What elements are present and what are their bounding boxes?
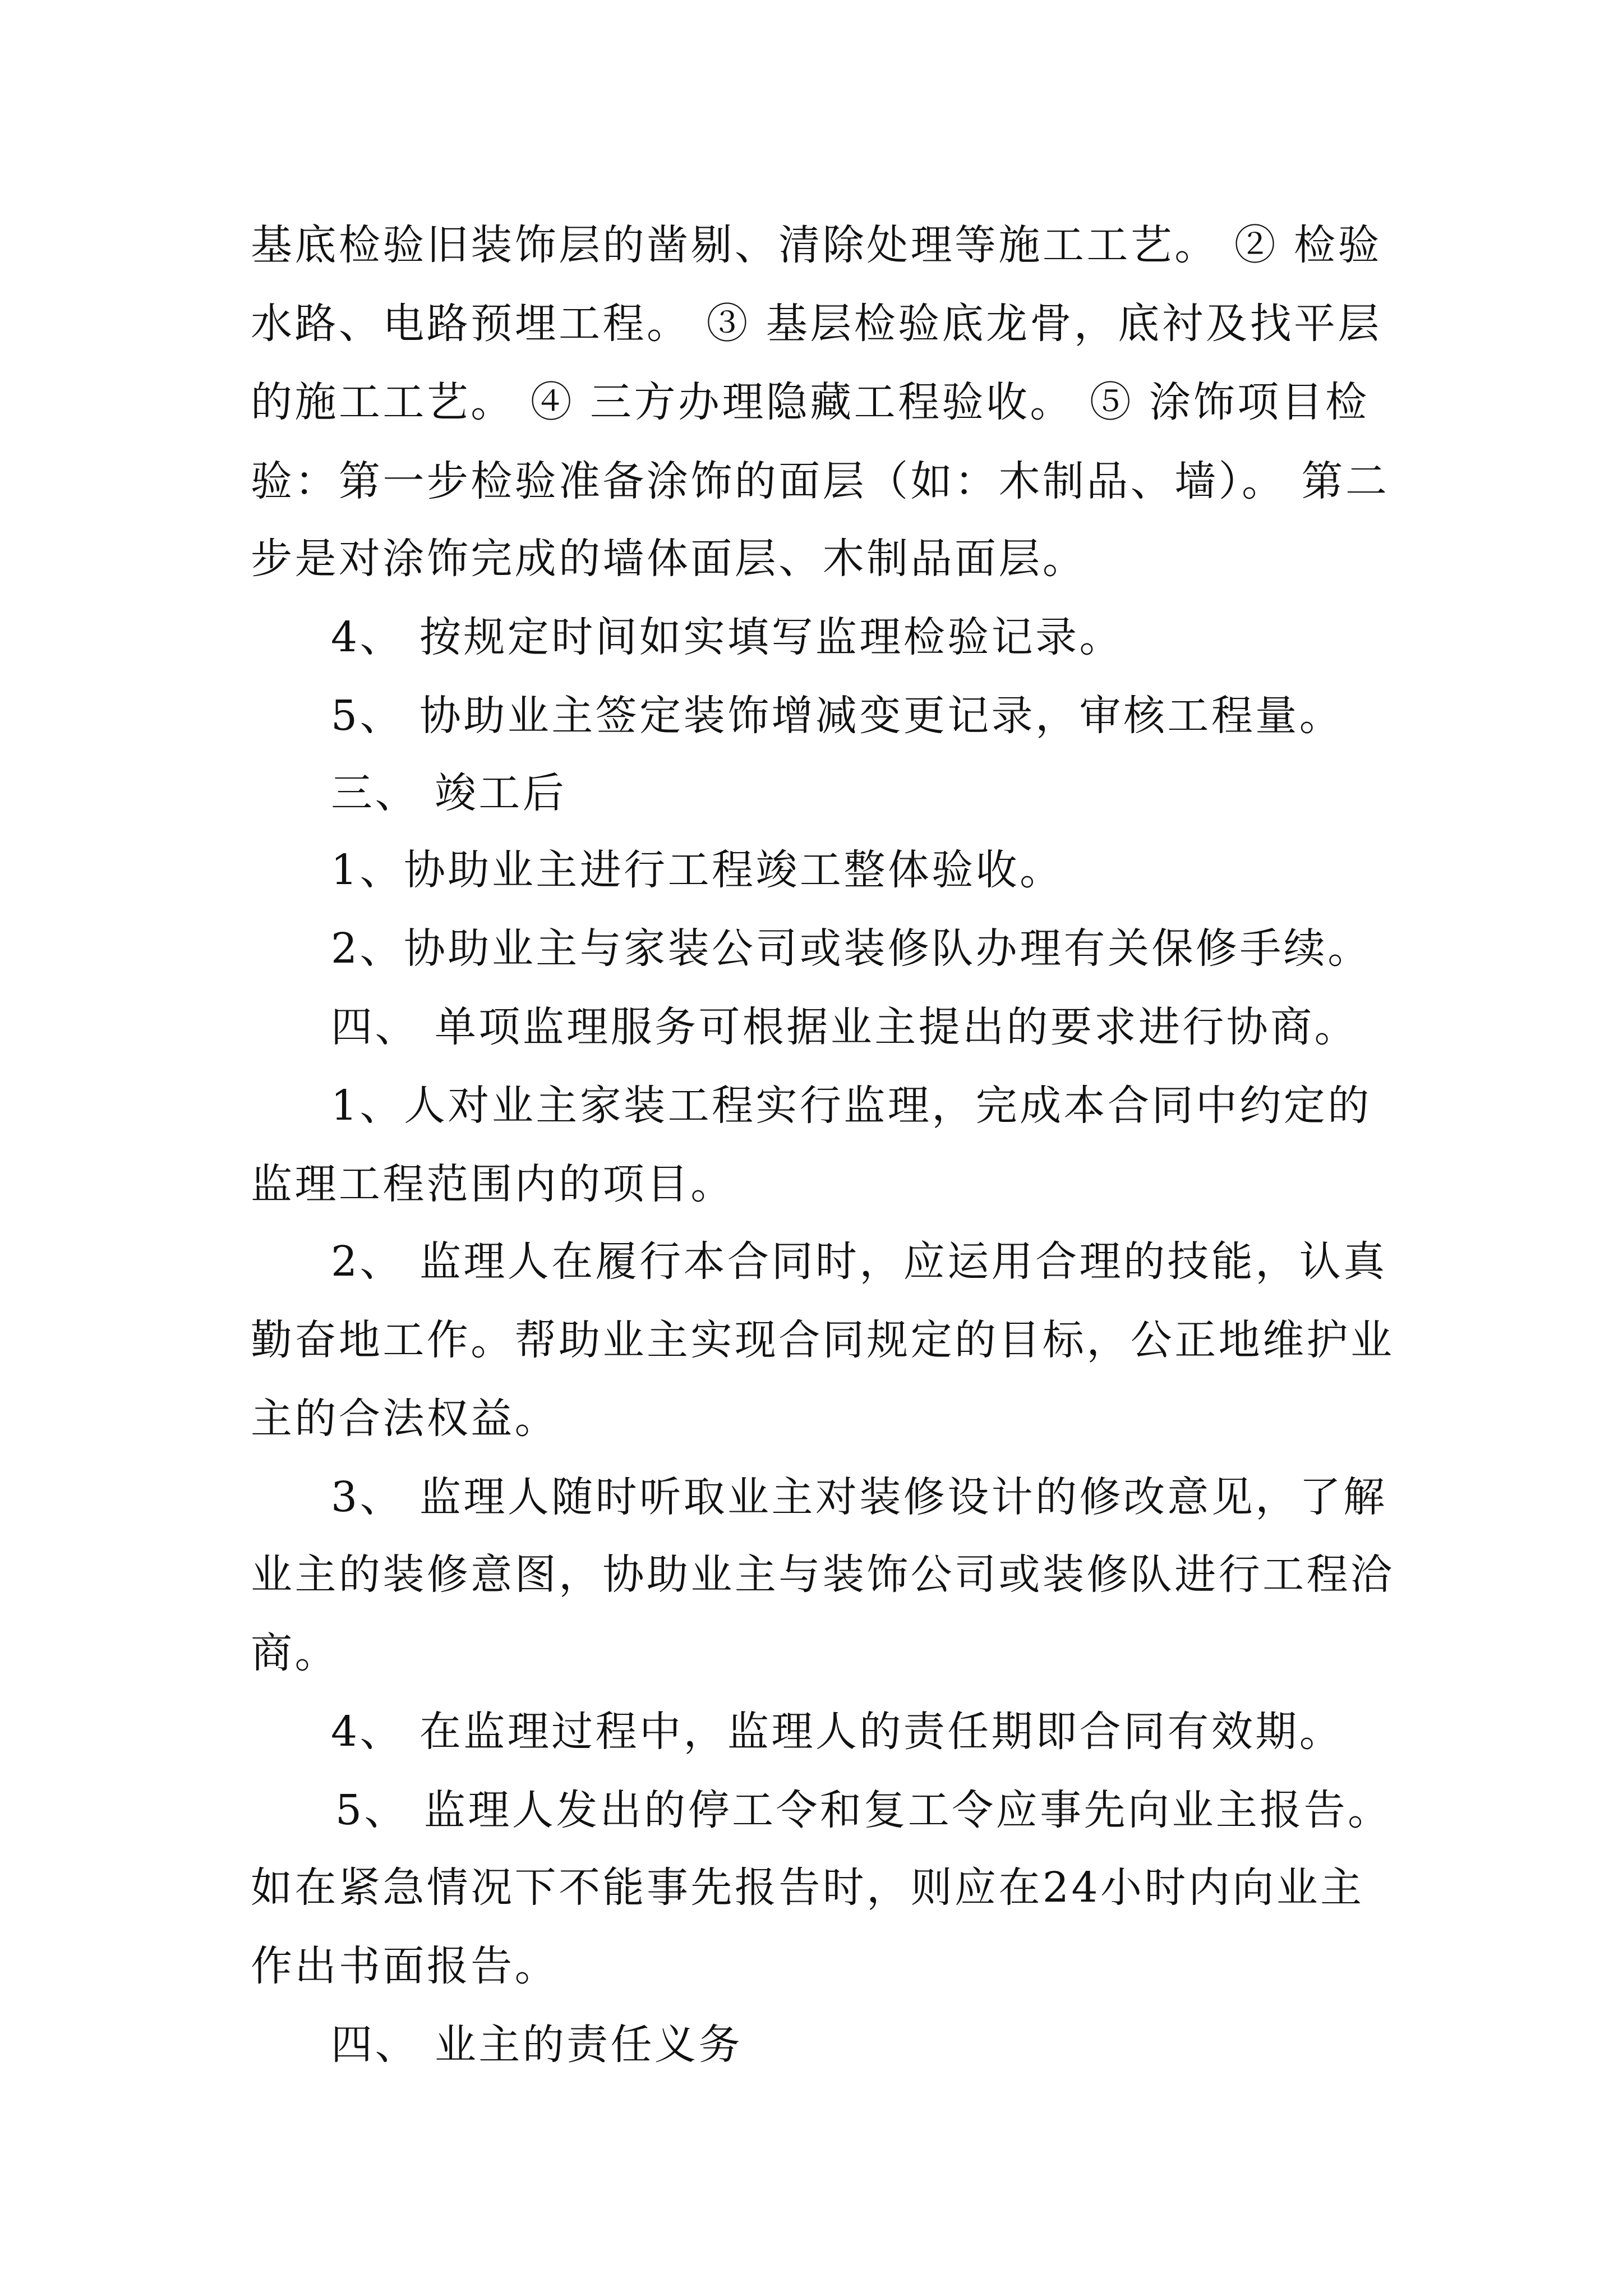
list-item: 5、 监理人发出的停工令和复工令应事先向业主报告。 [335, 1786, 1392, 1834]
list-item: 3、 监理人随时听取业主对装修设计的修改意见，了解 [331, 1473, 1387, 1521]
list-item: 5、 协助业主签定装饰增减变更记录，审核工程量。 [331, 692, 1344, 740]
section-heading: 四、 业主的责任义务 [331, 2021, 743, 2069]
text-line: 作出书面报告。 [251, 1942, 559, 1990]
list-item: 2、协助业主与家装公司或装修队办理有关保修手续。 [331, 924, 1372, 973]
text-line: 水路、电路预埋工程。 ③ 基层检验底龙骨，底衬及找平层 [251, 300, 1382, 348]
text-line: 步是对涂饰完成的墙体面层、木制品面层。 [251, 535, 1087, 583]
text-line: 主的合法权益。 [251, 1395, 559, 1443]
list-item: 1、协助业主进行工程竣工整体验收。 [331, 846, 1064, 894]
text-line: 如在紧急情况下不能事先报告时，则应在24小时内向业主 [251, 1864, 1364, 1912]
text-line: 监理工程范围内的项目。 [251, 1160, 735, 1208]
text-line: 基底检验旧装饰层的凿剔、清除处理等施工工艺。 ② 检验 [251, 221, 1382, 269]
list-item: 4、 在监理过程中，监理人的责任期即合同有效期。 [331, 1708, 1344, 1756]
list-item: 2、 监理人在履行本合同时，应运用合理的技能，认真 [331, 1237, 1387, 1286]
section-heading: 三、 竣工后 [331, 769, 567, 817]
text-line: 商。 [251, 1629, 339, 1677]
list-item: 1、人对业主家装工程实行监理，完成本合同中约定的 [331, 1082, 1372, 1130]
section-heading: 四、 单项监理服务可根据业主提出的要求进行协商。 [331, 1003, 1359, 1051]
text-line: 勤奋地工作。帮助业主实现合同规定的目标，公正地维护业 [251, 1316, 1395, 1364]
text-line: 验：第一步检验准备涂饰的面层（如：木制品、墙）。 第二 [251, 457, 1390, 505]
list-item: 4、 按规定时间如实填写监理检验记录。 [331, 613, 1123, 661]
text-line: 业主的装修意图，协助业主与装饰公司或装修队进行工程洽 [251, 1550, 1395, 1599]
text-line: 的施工工艺。 ④ 三方办理隐藏工程验收。 ⑤ 涂饰项目检 [251, 378, 1370, 426]
